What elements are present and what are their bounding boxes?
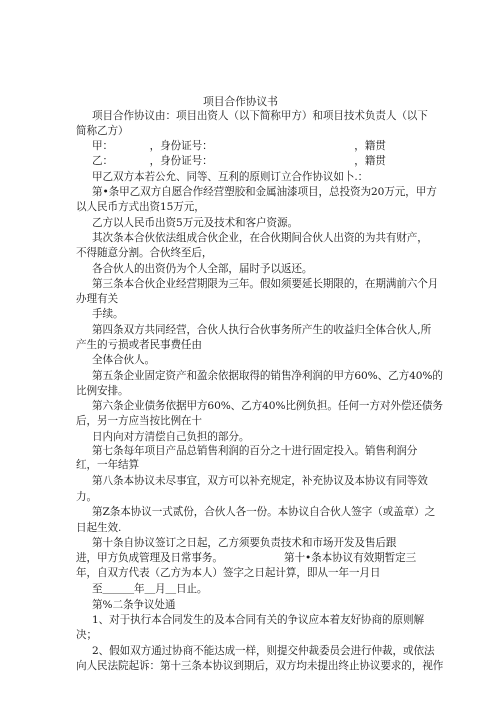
- article-3-line-2: 办理有关: [76, 293, 118, 305]
- article-6-line-3: 日内向对方清偿自己负担的部分。: [92, 431, 250, 443]
- article-9-line-2: 日起生效.: [76, 522, 122, 534]
- intro-line-2: 简称乙方）: [76, 125, 129, 137]
- article-8-line-1: 第八条本协议未尽事宜，双方可以补充规定，补充协议及本协议有同等效: [92, 475, 428, 487]
- party-a-line: 甲： ，身份证号： ，籍贯: [92, 140, 386, 152]
- article-3-line-3: 手续。: [92, 308, 124, 320]
- principle-line: 甲乙双方本若公允、同等、互利的原则订立合作协议如卜.：: [92, 171, 369, 183]
- article-5-line-1: 第五条企业固定资产和盈余依据取得的销售净利润的甲方60%、乙方40%的: [92, 370, 443, 382]
- article-10-line-1: 第十条自协议签订之日起，乙方须要负责技术和市场开发及售后跟: [92, 537, 397, 549]
- article-12-heading: 第%二条争议处通: [92, 599, 176, 611]
- dispute-item-1-line-1: 1、对于执行本合同发生的及本合同有关的争议应本着友好协商的原则解: [92, 614, 424, 626]
- article-1-line-3: 乙方以人民币出资5万元及技术和客户资源。: [92, 217, 299, 229]
- article-2-line-2: 不得随意分割。合伙终至后，: [76, 247, 213, 259]
- article-7-line-1: 第七条每年项目产品总销售利润的百分之十进行固定投入。销售利润分: [92, 445, 418, 457]
- article-10-line-2: 进，甲方负成管理及日常事务。: [76, 552, 223, 564]
- article-6-line-1: 第六条企业债务依据甲方60%、乙方40%比例负担。任何一方对外偿还债务: [92, 400, 443, 412]
- dispute-item-1-line-2: 决；: [76, 629, 97, 641]
- article-5-line-2: 比例安排。: [76, 385, 129, 397]
- intro-line-1: 项目合作协议由：项目出资人（以下简称甲方）和项目技术负责人（以下: [92, 110, 428, 122]
- article-8-line-2: 力。: [76, 491, 97, 503]
- article-9-line-1: 第Z条本协议一式贰份，合伙人各一份。本协议自合伙人签字（或盖章）之: [92, 506, 436, 518]
- article-11-line-2: 年，自双方代表（乙方为本人）签字之日起计算，即从一年一月日: [76, 567, 381, 579]
- article-4-line-3: 全体合伙人。: [92, 354, 155, 366]
- article-1-line-1: 第•条甲乙双方自愿合作经营塑胶和金属油漆项目，总投资为20万元，甲方: [92, 186, 437, 198]
- dispute-item-2-line-2: 向人民法院起诉：第十三条本协议到期后，双方均未提出终止协议要求的，视作: [76, 660, 444, 672]
- document-title: 项目合作协议书: [203, 95, 278, 108]
- article-1-line-2: 以人民币方式出资15万元，: [76, 201, 205, 213]
- party-b-line: 乙： ，身份证号： ，籍贯: [92, 155, 386, 167]
- article-3-line-1: 第三条本合伙企业经营期限为三年。假如须要延长期限的，在期满前六个月: [92, 278, 439, 290]
- article-11-line-1: 第十•条本协议有效期暂定三: [284, 552, 417, 564]
- article-4-line-2: 产生的亏损或者民事费任由: [76, 339, 202, 351]
- dispute-item-2-line-1: 2、假如双方通过协商不能达成一样，则提交仲裁委员会进行仲裁，或依法: [92, 645, 435, 657]
- article-2-line-3: 各合伙人的出资仍为个人全部，届时予以返还。: [92, 263, 313, 275]
- article-2-line-1: 其次条本合伙依法组成合伙企业，在合伙期间合伙人出资的为共有财产，: [92, 232, 428, 244]
- article-4-line-1: 第四条双方共同经营，合伙人执行合伙事务所产生的收益归全体合伙人,所: [92, 324, 432, 336]
- article-6-line-2: 后，另一方应当按比例在十: [76, 415, 202, 427]
- article-7-line-2: 红，一年结算: [76, 459, 139, 471]
- article-11-line-3: 至＿＿＿年＿月＿日止。: [92, 583, 208, 595]
